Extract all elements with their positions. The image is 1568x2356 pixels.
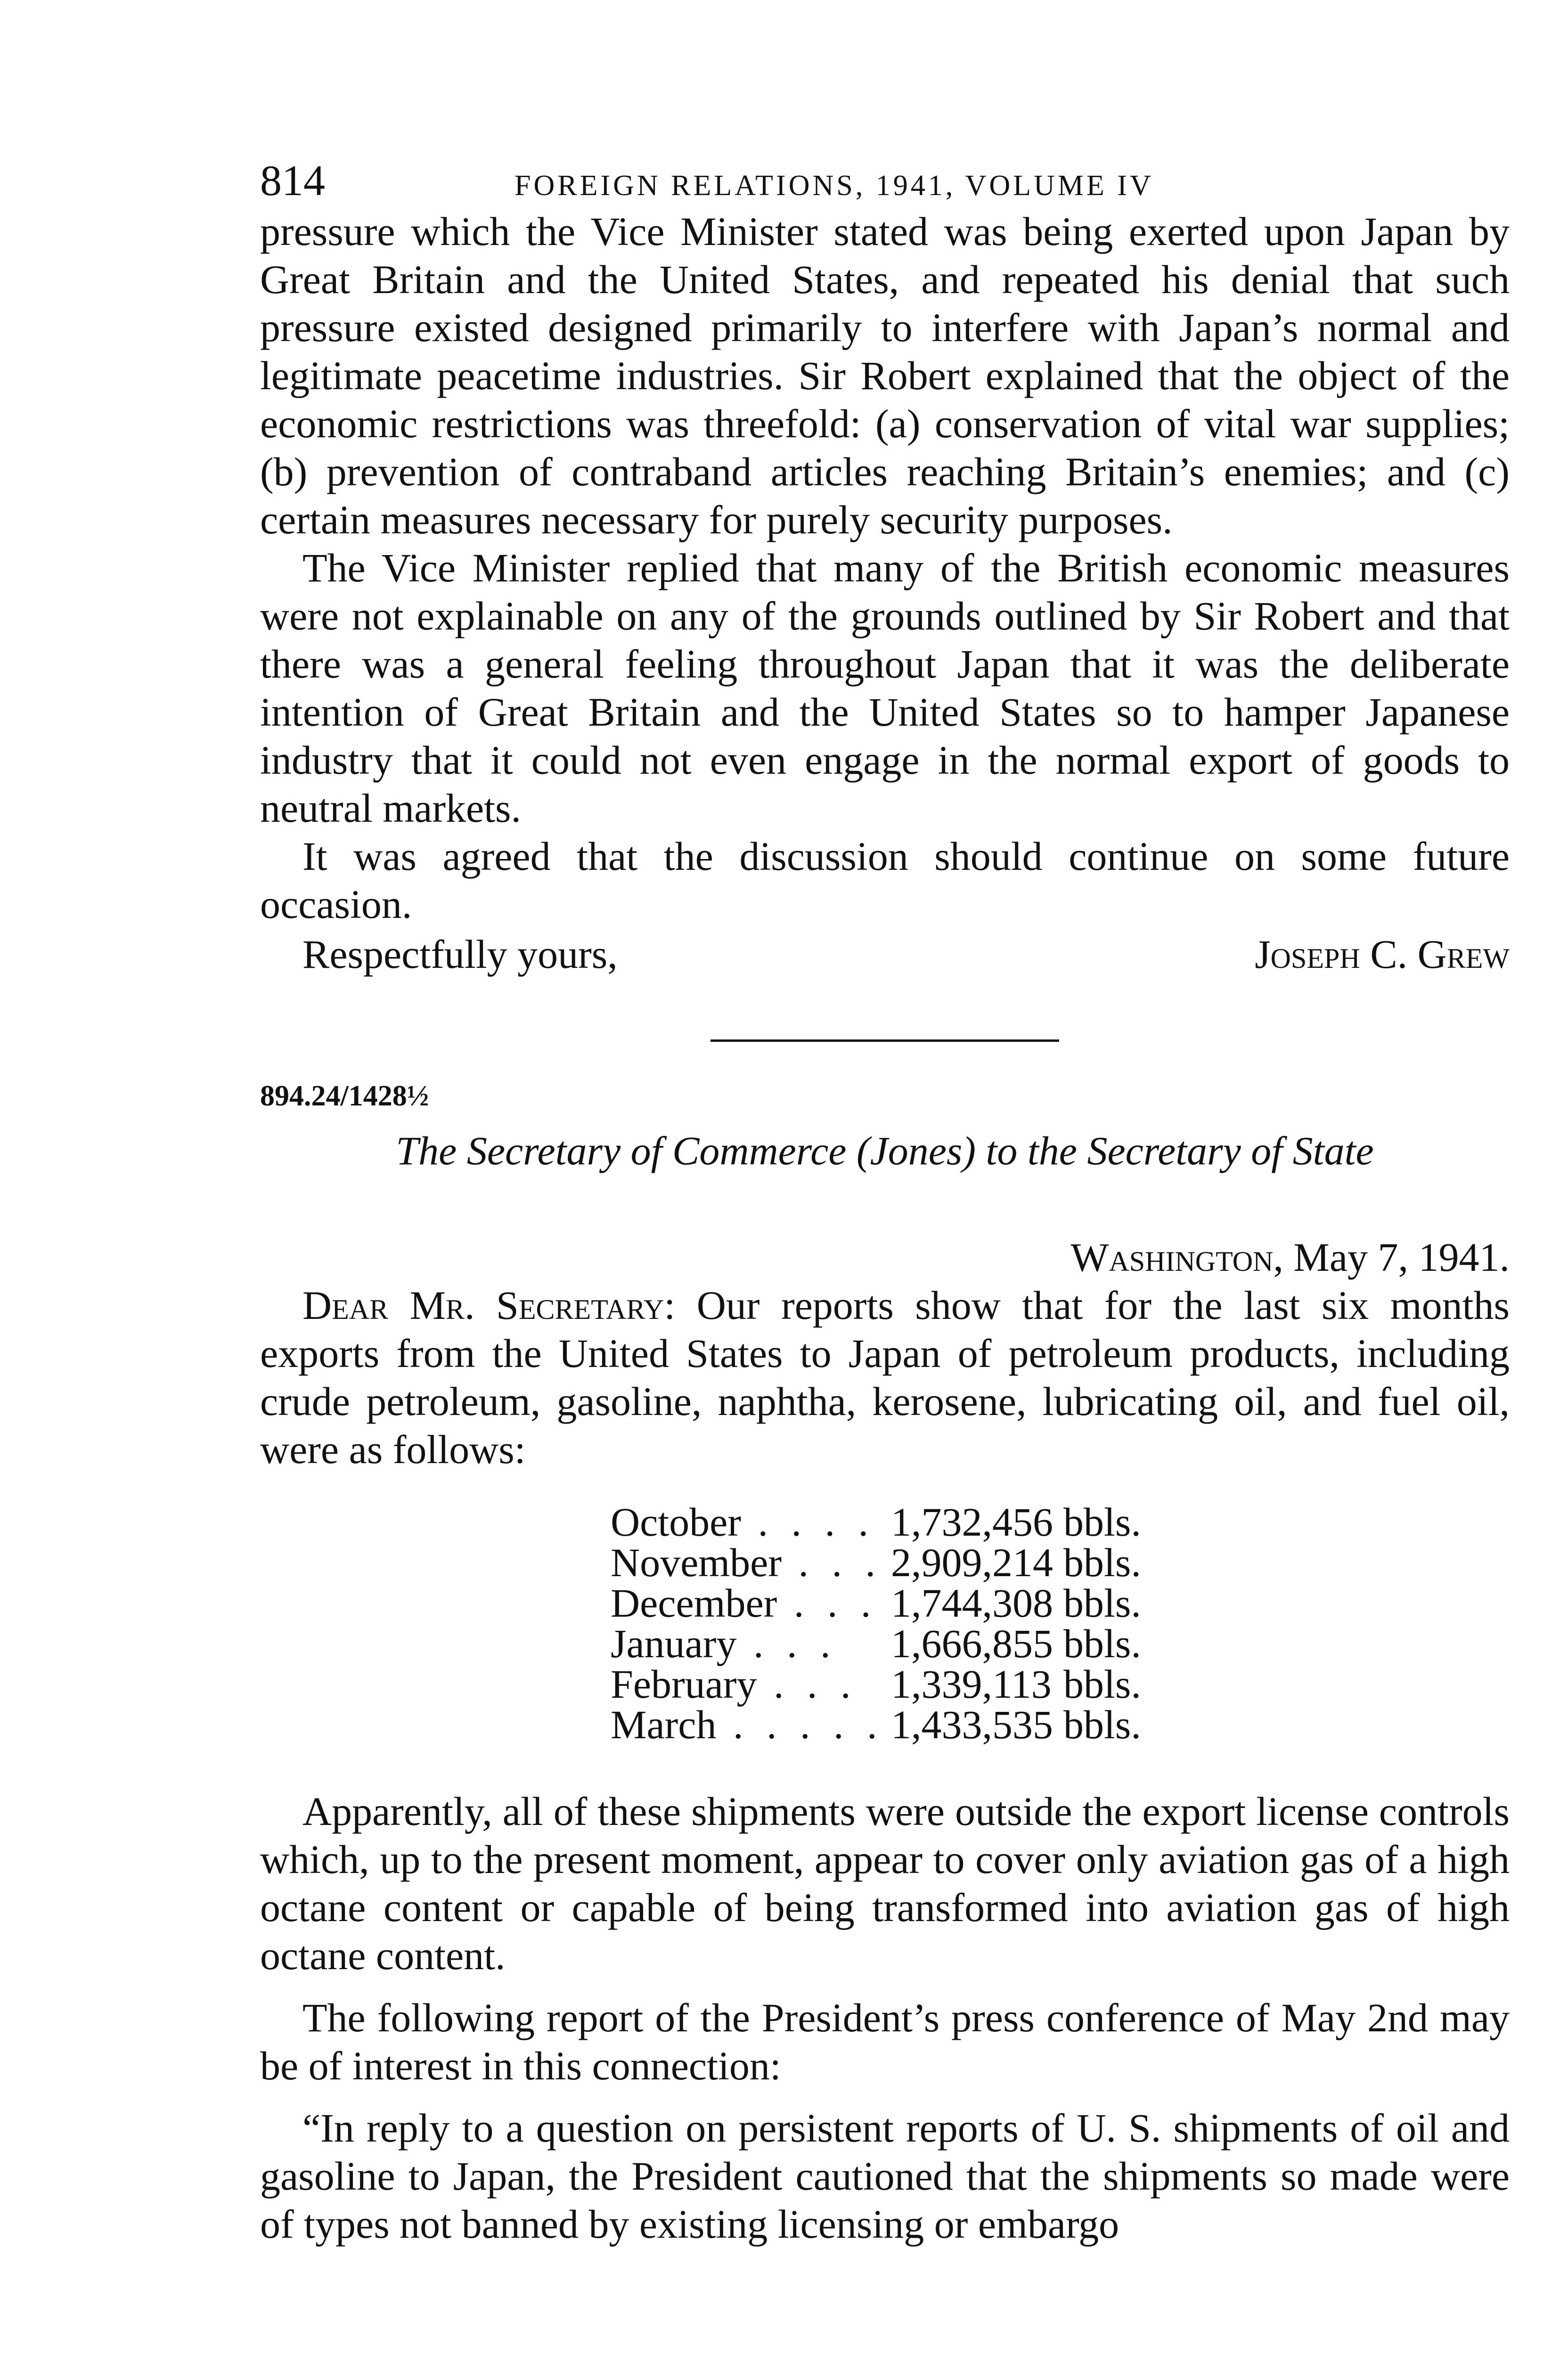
license-controls-paragraph: Apparently, all of these shipments were outside the export license controls which, up to the present moment, appear to cover only aviation gas of a high octane content or capable of being transformed into aviation gas of high octane content. — [260, 1789, 1510, 1978]
quantity-cell: 1,666,855 — [891, 1621, 1053, 1666]
table-row — [611, 1704, 1141, 1745]
dot-leader: . . . . — [741, 1499, 875, 1545]
month-cell — [611, 1580, 891, 1626]
dot-leader: . . . — [781, 1540, 882, 1585]
unit-cell: bbls. — [1063, 1661, 1141, 1707]
quantity-cell: 1,744,308 — [891, 1580, 1053, 1626]
signoff — [260, 930, 1510, 978]
month-name: January — [611, 1621, 737, 1666]
month-cell — [611, 1499, 891, 1545]
signature: Joseph C. Grew — [1255, 932, 1510, 977]
section-divider — [710, 1039, 1059, 1042]
page-header — [260, 155, 1510, 207]
month-cell — [611, 1623, 891, 1664]
continuation-paragraph: pressure which the Vice Minister stated was being exerted upon Japan by Great Britain and the United States, and repeated his denial that such pressure existed designed primarily to interfere with Japan’s normal and legitimate peacetime industries. Sir Robert explained that the object of the economic restrictions was threefold: (a) conservation of vital war supplies; (b) prevention of contraband articles reaching Britain’s enemies; and (c) certain measures necessary for purely security purposes. — [260, 209, 1510, 542]
opening-text: Our reports show that for the last six months exports from the United States to Japan of petroleum products, including crude petroleum, gasoline, naphtha, kerosene, lubricating oil, and fuel oil, were as follows: — [260, 1283, 1510, 1472]
page-number: 814 — [260, 156, 325, 205]
closing-text: Respectfully yours, — [302, 932, 618, 977]
running-head: FOREIGN RELATIONS, 1941, VOLUME IV — [514, 170, 1154, 202]
quantity-cell: 2,909,214 — [891, 1540, 1053, 1585]
dot-leader: . . . . . — [716, 1702, 884, 1747]
month-name: October — [611, 1499, 741, 1545]
document-page — [260, 155, 1510, 2248]
month-name: December — [611, 1580, 777, 1626]
month-cell — [611, 1661, 891, 1707]
dot-leader: . . . — [736, 1621, 837, 1666]
quantity-cell: 1,732,456 — [891, 1499, 1053, 1545]
exports-table — [611, 1499, 1141, 1747]
quantity-cell: 1,339,113 — [891, 1661, 1052, 1707]
table-row — [611, 1502, 1141, 1542]
dateline-date: May 7, 1941. — [1293, 1235, 1510, 1280]
quantity-cell: 1,433,535 — [891, 1702, 1053, 1747]
vice-minister-reply-paragraph: The Vice Minister replied that many of the British economic measures were not explainable on any of the grounds outlined by Sir Robert and that there was a general feeling throughout Japan that it was the deliberate intention of Great Britain and the United States so to hamper Japanese industry that it could not even engage in the normal export of goods to neutral markets. — [260, 545, 1510, 831]
document-title: The Secretary of Commerce (Jones) to the Secretary of State — [396, 1128, 1374, 1173]
dot-leader: . . . — [757, 1661, 858, 1707]
opening-paragraph — [260, 1281, 1510, 1473]
unit-cell: bbls. — [1063, 1580, 1141, 1626]
table-row — [611, 1583, 1141, 1623]
table-row — [611, 1664, 1141, 1704]
unit-cell: bbls. — [1063, 1702, 1141, 1747]
dateline — [260, 1233, 1510, 1281]
month-name: November — [611, 1540, 782, 1585]
file-number: 894.24/1428½ — [260, 1080, 429, 1112]
agreement-paragraph: It was agreed that the discussion should continue on some future occasion. — [260, 834, 1510, 927]
table-row — [611, 1542, 1141, 1583]
month-cell — [611, 1542, 891, 1583]
dateline-place: Washington, — [1070, 1235, 1283, 1280]
dot-leader: . . . — [777, 1580, 878, 1626]
president-quote-paragraph: “In reply to a question on persistent reports of U. S. shipments of oil and gasoline to Japan, the President cautioned that the shipments so made were of types not banned by existing licensing or embargo — [260, 2105, 1510, 2247]
unit-cell: bbls. — [1063, 1621, 1141, 1666]
unit-cell: bbls. — [1063, 1540, 1141, 1585]
press-conference-paragraph: The following report of the President’s press conference of May 2nd may be of interest in this connection: — [260, 1995, 1510, 2088]
table-row — [611, 1623, 1141, 1664]
unit-cell: bbls. — [1063, 1499, 1141, 1545]
salutation: Dear Mr. Secretary: — [302, 1283, 676, 1328]
month-name: March — [611, 1702, 717, 1747]
month-name: February — [611, 1661, 757, 1707]
month-cell — [611, 1704, 891, 1745]
